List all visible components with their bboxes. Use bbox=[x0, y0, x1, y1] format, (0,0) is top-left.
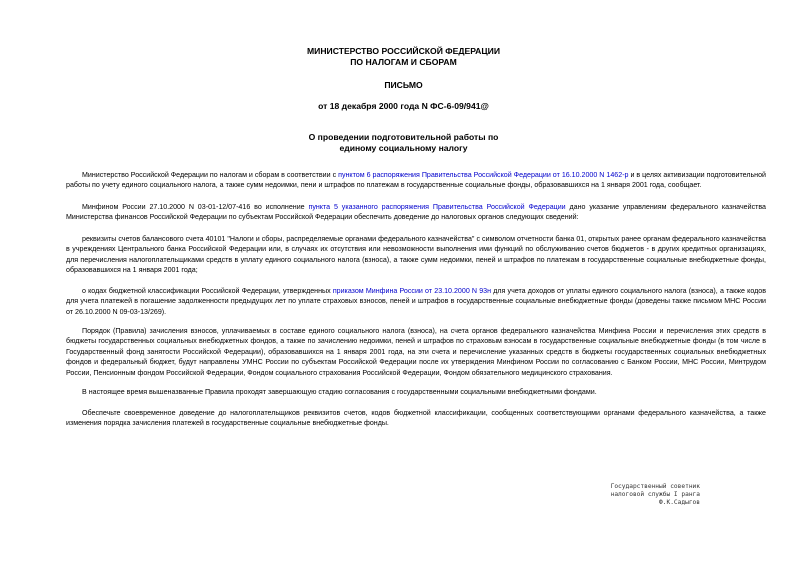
paragraph-4-text-b: для учета доходов от уплаты единого социального налога (взноса), а также кодов для учета платежей в погашение задолженности предыдущих лет по уплате страховых взносов, пеней и штрафов в государственные социальные внебюджетные фонды (доведены также письмом МНС России от 26.10.2000 N 09-03-13/269). bbox=[66, 287, 766, 316]
minfin-order-link[interactable]: приказом Минфина России от 23.10.2000 N 93н bbox=[332, 287, 492, 295]
paragraph-4 bbox=[66, 286, 766, 317]
ministry-name-line1: МИНИСТЕРСТВО РОССИЙСКОЙ ФЕДЕРАЦИИ bbox=[306, 46, 501, 56]
ministry-name-line2: ПО НАЛОГАМ И СБОРАМ bbox=[350, 57, 457, 67]
paragraph-1 bbox=[66, 170, 766, 191]
paragraph-3: реквизиты счетов балансового счета 40101 "Налоги и сборы, распределяемые органами федерального казначейства" с символом отчетности банка 01, открытых ранее органам федерального казначейства в учреждениях Центрального банка Российской Федерации или, в случаях их отсутствия или невозможности выполнения ими функций по обслуживанию счетов бюджетов - в других кредитных организациях, для перечисления налогоплательщиками средств в уплату единого социального налога (взноса), а также сумм недоимки, пеней и штрафов по платежам в государственные социальные внебюджетные фонды, образовавшихся на 1 января 2001 года; bbox=[66, 235, 766, 275]
paragraph-1-text-a: Министерство Российской Федерации по налогам и сборам в соответствии с bbox=[82, 171, 339, 179]
signature-title-line1: Государственный советник bbox=[610, 483, 700, 490]
government-order-link[interactable]: пунктом 6 распоряжения Правительства Российской Федерации от 16.10.2000 N 1462-р bbox=[338, 171, 629, 179]
document-date: от 18 декабря 2000 года N ФС-6-09/941@ bbox=[318, 101, 489, 111]
document-type: ПИСЬМО bbox=[384, 80, 423, 90]
paragraph-4-text-a: о кодах бюджетной классификации Российской Федерации, утвержденных bbox=[82, 287, 333, 295]
paragraph-2 bbox=[66, 202, 766, 223]
signature-title-line2: налоговой службы I ранга bbox=[610, 491, 700, 498]
paragraph-1-text-b: и в целях активизации подготовительной работы по учету единого социального налога, а также сумм недоимки, пени и штрафов по платежам в государственные социальные фонды, образовавшихся на 1 января 2001 года, сообщает. bbox=[66, 171, 766, 190]
government-order-item5-link[interactable]: пункта 5 указанного распоряжения Правительства Российской Федерации bbox=[308, 203, 566, 211]
paragraph-2-text-a: Минфином России 27.10.2000 N 03-01-12/07-416 во исполнение bbox=[82, 203, 309, 211]
paragraph-5: Порядок (Правила) зачисления взносов, уплачиваемых в составе единого социального налога (взноса), на счета органов федерального казначейства Минфина России и перечисления этих средств в бюджеты государственных социальных внебюджетных фондов, а также по зачислению недоимки, пеней и штрафов по страховым взносам в государственные социальные внебюджетные фонды (в том числе в Государственный фонд занятости Российской Федерации), образовавшихся на 1 января 2001 года, на эти счета и перечисление указанных средств в бюджеты государственных социальных внебюджетных фондов и федеральный бюджет, будут направлены УМНС России по субъектам Российской Федерации после их утверждения Минфином России по согласованию с Банком России, МНС России, Минтрудом России, Пенсионным фондом Российской Федерации, Фондом социального страхования Российской Федерации, Фондом обязательного медицинского страхования. bbox=[66, 327, 766, 377]
paragraph-7: Обеспечьте своевременное доведение до налогоплательщиков реквизитов счетов, кодов бюджетной классификации, сообщенных соответствующими органами федерального казначейства, а также изменения порядка зачисления платежей в государственные социальные внебюджетные фонды. bbox=[66, 409, 766, 428]
paragraph-2-text-b: дано указание управлениям федерального казначейства Министерства финансов Российской Федерации по субъектам Российской Федерации обеспечить доведение до налоговых органов следующих сведений: bbox=[66, 203, 766, 222]
subject-line1: О проведении подготовительной работы по bbox=[308, 132, 499, 142]
paragraph-6: В настоящее время вышеназванные Правила проходят завершающую стадию согласования с государственными социальными внебюджетными фондами. bbox=[82, 388, 597, 396]
signature-name: Ф.К.Садыгов bbox=[659, 499, 700, 506]
subject-line2: единому социальному налогу bbox=[339, 143, 468, 153]
